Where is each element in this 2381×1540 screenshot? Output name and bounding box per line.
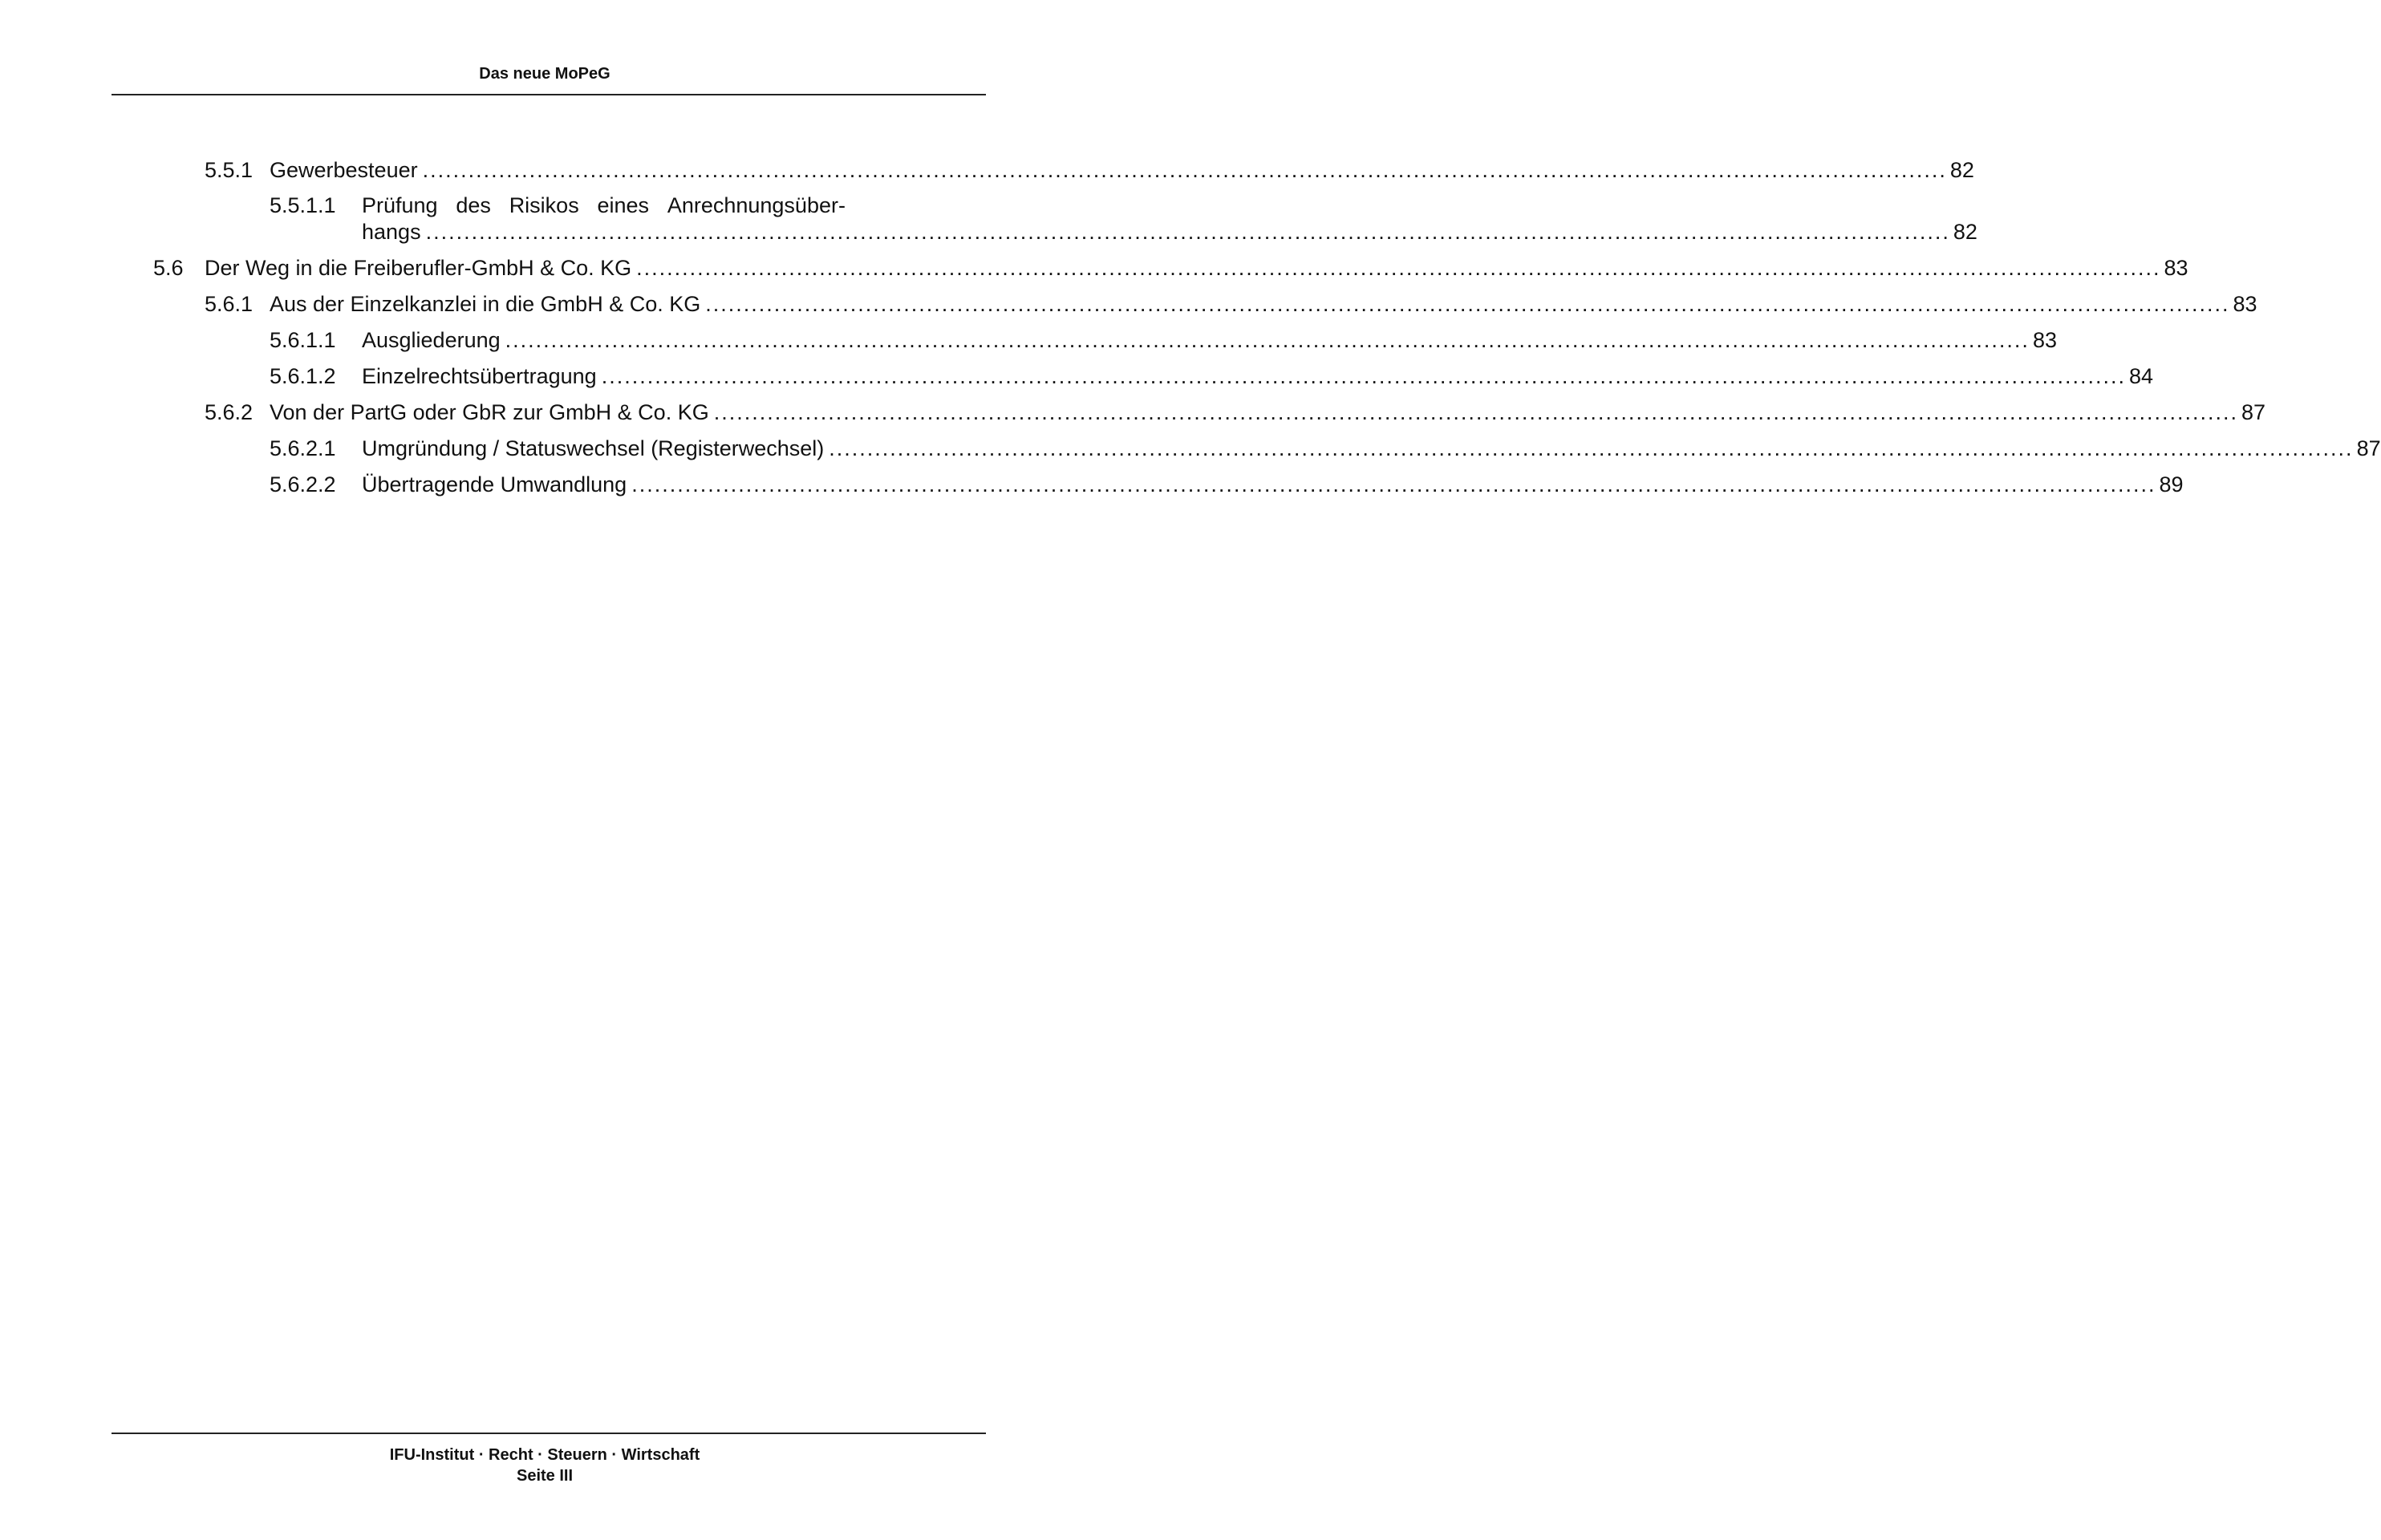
toc-entry-page: 83 <box>2233 292 2257 316</box>
toc-entry[interactable] <box>0 436 2381 461</box>
toc-entry-page: 84 <box>2128 364 2154 388</box>
toc-entry-title-word: Prüfung <box>362 193 438 217</box>
dot-leader: ........................................................................................................................................................................................................ <box>829 436 2354 460</box>
dot-leader: ........................................................................................................................................................................................................ <box>422 158 1947 182</box>
toc-entry[interactable] <box>0 399 2266 425</box>
toc-entry-title: Umgründung / Statuswechsel (Registerwechsel) <box>362 436 825 460</box>
toc-entry-page: 89 <box>2159 472 2184 496</box>
toc-entry-number: 5.6.2.1 <box>270 436 336 460</box>
toc-entry-page: 82 <box>1953 220 1977 244</box>
toc-entry-title-word: des <box>456 193 491 217</box>
dot-leader: ........................................................................................................................................................................................................ <box>636 256 2161 280</box>
toc-entry-title-continuation: hangs <box>362 220 421 244</box>
dot-leader: ........................................................................................................................................................................................................ <box>425 220 1950 244</box>
toc-entry-number: 5.5.1 <box>205 158 254 182</box>
toc-entry-title: Einzelrechtsübertragung <box>362 364 597 388</box>
toc-entry-page: 87 <box>2241 400 2266 424</box>
toc-entry-number: 5.6.1.2 <box>270 364 336 388</box>
toc-entry[interactable] <box>0 327 2057 353</box>
dot-leader: ........................................................................................................................................................................................................ <box>713 400 2239 424</box>
toc-entry-number: 5.6.2.2 <box>270 472 336 496</box>
toc-entry-number: 5.6.1.1 <box>270 328 336 352</box>
toc-entry-title: Ausgliederung <box>362 328 501 352</box>
toc-entry-title: Aus der Einzelkanzlei in die GmbH & Co. KG <box>270 292 701 316</box>
footer-publisher: IFU-Institut · Recht · Steuern · Wirtschaft <box>389 1446 700 1464</box>
dot-leader: ........................................................................................................................................................................................................ <box>705 292 2230 316</box>
toc-entry-title-word: Anrechnungsüber- <box>667 193 846 217</box>
toc-entry[interactable] <box>0 192 1977 257</box>
dot-leader: ........................................................................................................................................................................................................ <box>601 364 2126 388</box>
toc-entry[interactable] <box>0 255 2188 281</box>
toc-entry-number: 5.6.1 <box>205 292 254 316</box>
dot-leader: ........................................................................................................................................................................................................ <box>631 472 2156 496</box>
toc-entry-title: Von der PartG oder GbR zur GmbH & Co. KG <box>270 400 709 424</box>
toc-entry[interactable] <box>0 157 1974 183</box>
toc-entry-title: Übertragende Umwandlung <box>362 472 627 496</box>
toc-entry[interactable] <box>0 472 2184 497</box>
toc-entry-number: 5.5.1.1 <box>270 193 336 217</box>
toc-entry-title-word: eines <box>597 193 650 217</box>
page-header-title: Das neue MoPeG <box>479 65 610 83</box>
footer-page-number: Seite III <box>516 1467 574 1485</box>
toc-entry[interactable] <box>0 291 2257 317</box>
toc-entry-page: 83 <box>2032 328 2057 352</box>
toc-entry-page: 83 <box>2164 256 2188 280</box>
toc-entry[interactable] <box>0 363 2154 389</box>
toc-entry-title: Der Weg in die Freiberufler-GmbH & Co. KG <box>205 256 632 280</box>
toc-entry-page: 82 <box>1949 158 1974 182</box>
toc-entry-title: Gewerbesteuer <box>270 158 418 182</box>
toc-entry-number: 5.6.2 <box>205 400 254 424</box>
dot-leader: ........................................................................................................................................................................................................ <box>505 328 2030 352</box>
toc-entry-title-word: Risikos <box>509 193 579 217</box>
footer-rule <box>112 1433 986 1434</box>
toc-entry-page: 87 <box>2356 436 2381 460</box>
header-rule <box>112 94 986 95</box>
toc-entry-number: 5.6 <box>153 256 184 280</box>
